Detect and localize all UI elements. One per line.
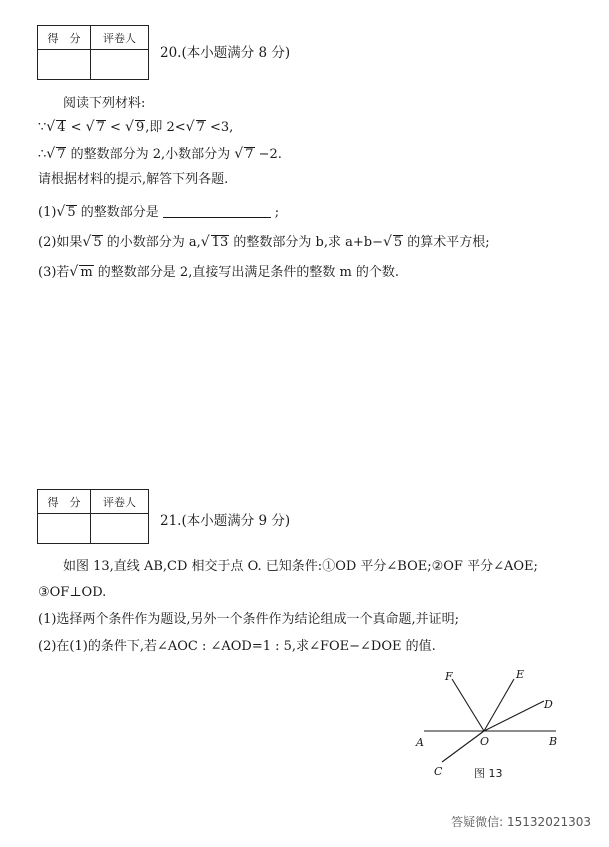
grader-header: 评卷人 <box>91 26 149 50</box>
label-e: E <box>516 668 525 681</box>
score-table-q21 <box>37 489 149 544</box>
label-a: A <box>416 736 424 749</box>
q20-instruction: 请根据材料的提示,解答下列各题. <box>38 172 229 187</box>
score-header: 得 分 <box>38 26 91 50</box>
grader-cell[interactable] <box>91 514 149 544</box>
question-20-title: 20.(本小题满分 8 分) <box>160 45 291 61</box>
q21-condition-3: ③OF⊥OD. <box>38 585 107 600</box>
score-table-q20 <box>37 25 149 80</box>
q20-part-3: (3)若√ m 的整数部分是 2,直接写出满足条件的整数 m 的个数. <box>38 264 400 280</box>
grader-header: 评卷人 <box>91 490 149 514</box>
ray-oc <box>442 731 484 762</box>
q21-part-2: (2)在(1)的条件下,若∠AOC : ∠AOD=1 : 5,求∠FOE−∠DOE 的值. <box>38 639 436 654</box>
footer-contact: 答疑微信: 15132021303 <box>451 815 591 829</box>
q21-statement: 如图 13,直线 AB,CD 相交于点 O. 已知条件:①OD 平分∠BOE;②OF 平分∠AOE; <box>63 559 538 574</box>
label-b: B <box>549 735 558 748</box>
label-d: D <box>544 698 553 711</box>
grader-cell[interactable] <box>91 50 149 80</box>
label-c: C <box>434 765 443 778</box>
answer-blank[interactable] <box>163 204 271 218</box>
label-f: F <box>445 670 453 683</box>
question-21-title: 21.(本小题满分 9 分) <box>160 513 291 529</box>
figure-caption: 图 13 <box>474 767 503 780</box>
q20-part-2: (2)如果√ 5 的小数部分为 a,√ 13 的整数部分为 b,求 a+b−√ 5 的算术平方根; <box>38 234 490 250</box>
q20-part-1: (1)√ 5 的整数部分是 ; <box>38 204 280 220</box>
ray-of <box>452 679 484 731</box>
score-header: 得 分 <box>38 490 91 514</box>
score-cell[interactable] <box>38 514 91 544</box>
q20-material-line-1: ∵√ 4 < √ 7 < √ 9,即 2<√ 7 <3, <box>38 119 234 135</box>
q21-part-1: (1)选择两个条件作为题设,另外一个条件作为结论组成一个真命题,并证明; <box>38 612 460 627</box>
score-cell[interactable] <box>38 50 91 80</box>
label-o: O <box>480 735 490 748</box>
figure-13 <box>408 665 578 785</box>
q20-material-line-2: ∴√ 7 的整数部分为 2,小数部分为 √ 7 −2. <box>38 146 282 162</box>
q20-intro: 阅读下列材料: <box>63 96 146 111</box>
